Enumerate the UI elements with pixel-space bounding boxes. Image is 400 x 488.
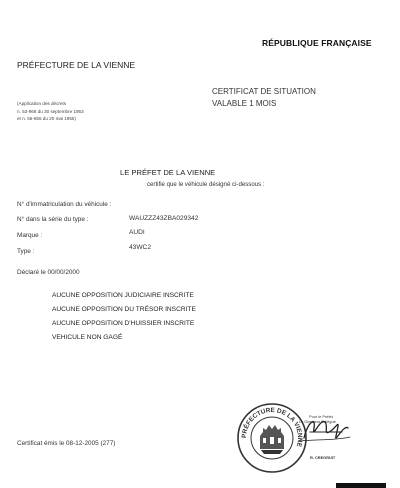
field-value-type: 43WC2	[129, 244, 151, 251]
certificate-validity: VALABLE 1 MOIS	[212, 99, 277, 108]
signer-name: R. CREGRUIT	[310, 455, 336, 460]
handwritten-signature-icon	[292, 410, 354, 450]
certificate-title-line1: CERTIFICAT DE SITUATION	[212, 87, 316, 96]
mention-non-gage: VEHICULE NON GAGÉ	[52, 334, 123, 341]
prefet-heading: LE PRÉFET DE LA VIENNE	[120, 168, 216, 177]
field-label-type: Type :	[17, 248, 35, 255]
issue-date: Certificat émis le 08-12-2005 (277)	[17, 440, 116, 447]
stamp-emblem-icon	[260, 425, 284, 454]
field-label-marque: Marque :	[17, 232, 43, 239]
stamp-text-path: PRÉFECTURE DE LA VIENNE	[240, 406, 304, 448]
application-line1: (Application des décrets	[17, 101, 67, 106]
application-decrees	[17, 100, 84, 123]
mention-tresor: AUCUNE OPPOSITION DU TRÉSOR INSCRITE	[52, 306, 196, 313]
application-line3: et n. 55-655 du 20 mai 1955)	[17, 116, 76, 122]
field-value-serie: WAUZZZ43ZBA029342	[129, 215, 199, 222]
declaration-date: Déclaré le 00/00/2000	[17, 269, 80, 276]
mention-judiciaire: AUCUNE OPPOSITION JUDICIAIRE INSCRITE	[52, 292, 194, 299]
signature-pour-le-prefet: Pour le Préfet	[309, 414, 333, 419]
signature-directeur-delegue: Le Directeur Délégué	[299, 419, 336, 424]
application-line2: n. 53-968 du 30 septembre 1953	[17, 108, 84, 114]
field-label-immatriculation: N° d'immatriculation du véhicule :	[17, 201, 112, 208]
field-label-serie: N° dans la série du type :	[17, 216, 89, 223]
mention-huissier: AUCUNE OPPOSITION D'HUISSIER INSCRITE	[52, 320, 195, 327]
prefecture-heading: PRÉFECTURE DE LA VIENNE	[17, 60, 136, 70]
field-value-marque: AUDI	[129, 229, 145, 236]
scan-edge-mark	[336, 483, 386, 488]
republique-francaise-heading: RÉPUBLIQUE FRANÇAISE	[262, 38, 372, 48]
certificate-title	[212, 86, 316, 110]
certifie-statement: certifie que le véhicule désigné ci-dessous :	[147, 181, 265, 188]
